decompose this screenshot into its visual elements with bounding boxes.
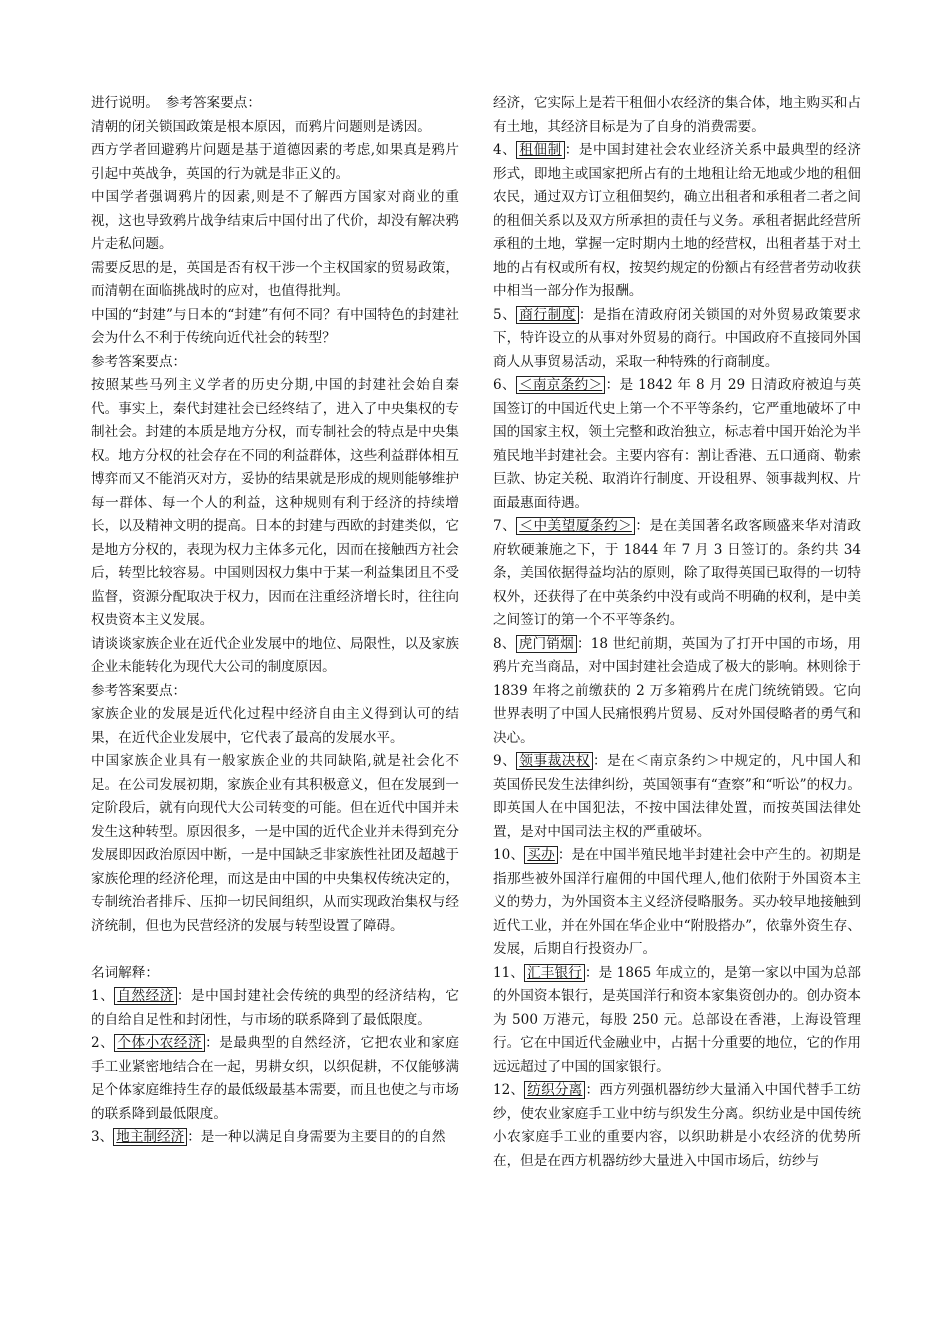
term-definition: ：是中国封建社会传统的典型的经济结构，它的自给自足性和封闭性，与市场的联系降到了最低限度。 (91, 988, 460, 1028)
term-item-7 (493, 515, 861, 633)
term-definition: ：西方列强机器纺纱大量涌入中国代替手工纺纱，使农业家庭手工业中纺与织发生分离。织纺业是中国传统小农家庭手工业的重要内容，以织助耕是小农经济的优势所在，但是在西方机器纺纱大量进入中国市场后，纺纱与 (493, 1082, 861, 1169)
question: 请谈谈家族企业在近代企业发展中的地位、局限性，以及家族企业未能转化为现代大公司的制度原因。 (91, 635, 459, 675)
term-number: 6、 (493, 377, 516, 393)
paragraph: 中国家族企业具有一般家族企业的共同缺陷,就是社会化不足。在公司发展初期，家族企业有其积极意义，但在发展到一定阶段后，就有向现代大公司转变的可能。但在近代中国并未发生这种转型。原因很多，一是中国的近代企业并未得到充分发展即因政治原因中断，一是中国缺乏非家族性社团及超越于家族伦理的经济伦理，而这是由中国的中央集权传统决定的，专制统治者排斥、压抑一切民间组织，从而实现政治集权与经济统制，但也为民营经济的发展与转型设置了障碍。 (91, 753, 459, 934)
term-definition: ：是在＜南京条约＞中规定的，凡中国人和英国侨民发生法律纠纷，英国领事有“查察”和“听讼”的权力。即英国人在中国犯法，不按中国法律处置，而按英国法律处置，是对中国司法主权的严重破坏。 (493, 753, 861, 840)
section-heading: 名词解释： (91, 964, 159, 981)
paragraph: 西方学者回避鸦片问题是基于道德因素的考虑,如果真是鸦片引起中英战争，英国的行为就是非正义的。 (91, 142, 459, 182)
term-number: 8、 (493, 635, 516, 652)
paragraph: 家族企业的发展是近代化过程中经济自由主义得到认可的结果，在近代企业发展中，它代表了最高的发展水平。 (91, 706, 459, 746)
term-number: 2、 (91, 1035, 115, 1051)
term-definition: ：是在中国半殖民地半封建社会中产生的。初期是指那些被外国洋行雇佣的中国代理人,他们依附于外国资本主义的势力，为外国资本主义经济侵略服务。买办较早地接触到近代工业，并在外国在华企业中“附股搭办”，依靠外资生存、发展，后期自行投资办厂。 (493, 847, 861, 957)
term-box: 自然经济 (114, 987, 177, 1005)
term-number: 7、 (493, 518, 517, 534)
left-column (91, 92, 459, 1150)
term-definition: ：是中国封建社会农业经济关系中最典型的经济形式，即地主或国家把所占有的土地租让给无地或少地的租佃农民，通过双方订立租佃契约，确立出租者和承租者二者之间的租佃关系以及双方所承担的责任与义务。承租者据此经营所承租的土地，掌握一定时期内土地的经营权，出租者基于对土地的占有权或所有权，按契约规定的份额占有经营者劳动收获中相当一部分作为报酬。 (493, 142, 862, 299)
term-number: 4、 (493, 142, 517, 158)
term-box: 地主制经济 (113, 1128, 187, 1146)
paragraph: 按照某些马列主义学者的历史分期,中国的封建社会始自秦代。事实上，秦代封建社会已经终结了，进入了中央集权的专制社会。封建的本质是地方分权，而专制社会的特点是中央集权。地方分权的社会存在不同的利益群体，这些利益群体相互博弈而又不能消灭对方，妥协的结果就是形成的规则能够维护每一群体、每一个人的利益，这种规则有利于经济的持续增长，以及精神文明的提高。日本的封建与西欧的封建类似，它是地方分权的，表现为权力主体多元化，因而在接触西方社会后，转型比较容易。中国则因权力集中于某一利益集团且不受监督，资源分配取决于权力，因而在注重经济增长时，往往向权贵资本主义发展。 (91, 377, 459, 628)
term-item-1 (91, 985, 459, 1032)
term-box: 虎门销烟 (516, 635, 577, 653)
term-box: 租佃制 (516, 141, 564, 159)
term-box: ＜中美望厦条约＞ (516, 517, 635, 535)
term-item-12 (493, 1079, 861, 1173)
term-item-6 (493, 374, 861, 515)
term-box: 领事裁决权 (516, 752, 593, 770)
paragraph: 清朝的闭关锁国政策是根本原因，而鸦片问题则是诱因。 (91, 118, 431, 135)
paragraph: 需要反思的是，英国是否有权干涉一个主权国家的贸易政策，而清朝在面临挑战时的应对，也值得批判。 (91, 259, 459, 299)
term-item-9 (493, 750, 861, 844)
term-box: 纺织分离 (524, 1081, 585, 1099)
paragraph: 中国学者强调鸦片的因素,则是不了解西方国家对商业的重视，这也导致鸦片战争结束后中国付出了代价，却没有解决鸦片走私问题。 (91, 189, 459, 252)
term-item-2 (91, 1032, 459, 1126)
term-box: 商行制度 (516, 306, 579, 324)
term-item-8 (493, 633, 861, 751)
term-number: 5、 (493, 306, 517, 323)
term-number: 1、 (91, 988, 115, 1004)
term-definition: ：是指在清政府闭关锁国的对外贸易政策要求下，特许设立的从事对外贸易的商行。中国政府不直接同外国商人从事贸易活动，采取一种特殊的行商制度。 (493, 306, 862, 370)
right-column (493, 92, 861, 1173)
question: 中国的“封建”与日本的“封建”有何不同？有中国特色的封建社会为什么不利于传统向近代社会的转型？ (91, 306, 459, 346)
term-box: ＜南京条约＞ (516, 376, 605, 394)
answer-label: 参考答案要点： (91, 682, 187, 699)
term-box: 买办 (524, 846, 558, 864)
term-number: 11、 (493, 964, 525, 981)
term-definition: ：是最典型的自然经济，它把农业和家庭手工业紧密地结合在一起，男耕女织，以织促耕，不仅能够满足个体家庭维持生存的最低级最基本需要，而且也使之与市场的联系降到最低限度。 (91, 1035, 460, 1122)
term-number: 12、 (493, 1082, 525, 1098)
term-item-3 (91, 1126, 459, 1150)
term-box: 汇丰银行 (524, 964, 585, 982)
term-item-5 (493, 304, 861, 375)
term-item-11 (493, 962, 861, 1080)
term-definition: ：是在美国著名政客顾盛来华对清政府软硬兼施之下，于 1844 年 7 月 3 日签订的。条约共 34 条，美国依据得益均沾的原则，除了取得英国已取得的一切特权外，还获得了在中英条约中没有或尚不明确的权利，是中美之间签订的第一个不平等条约。 (493, 518, 861, 628)
term-definition: ：是 1842 年 8 月 29 日清政府被迫与英国签订的中国近代史上第一个不平等条约，它严重地破坏了中国的国家主权，领土完整和政治独立，标志着中国开始沦为半殖民地半封建社会。主要内容有：割让香港、五口通商、勒索巨款、协定关税、取消许行制度、开设租界、领事裁判权、片面最惠面待遇。 (493, 377, 861, 511)
paragraph-continued: 经济，它实际上是若干租佃小农经济的集合体，地主购买和占有土地，其经济目标是为了自身的消费需要。 (493, 95, 861, 135)
term-item-4 (493, 139, 861, 304)
paragraph: 进行说明。 参考答案要点： (91, 95, 261, 111)
term-definition: ：是 1865 年成立的，是第一家以中国为总部的外国资本银行，是英国洋行和资本家集资创办的。创办资本为 500 万港元，每股 250 元。总部设在香港，上海设管理行。它在中国近代金融业中，占据十分重要的地位，它的作用远远超过了中国的国家银行。 (493, 964, 861, 1075)
term-definition: ：18 世纪前期，英国为了打开中国的市场，用鸦片充当商品，对中国封建社会造成了极大的影响。林则徐于 1839 年将之前缴获的 2 万多箱鸦片在虎门统统销毁。它向世界表明了中国人民痛恨鸦片贸易、反对外国侵略者的勇气和决心。 (493, 635, 861, 746)
term-definition: ：是一种以满足自身需要为主要目的的自然 (187, 1129, 446, 1145)
answer-label: 参考答案要点： (91, 353, 187, 370)
term-number: 9、 (493, 753, 517, 769)
term-number: 3、 (91, 1129, 114, 1145)
term-item-10 (493, 844, 861, 962)
term-box: 个体小农经济 (114, 1034, 205, 1052)
term-number: 10、 (493, 847, 525, 863)
